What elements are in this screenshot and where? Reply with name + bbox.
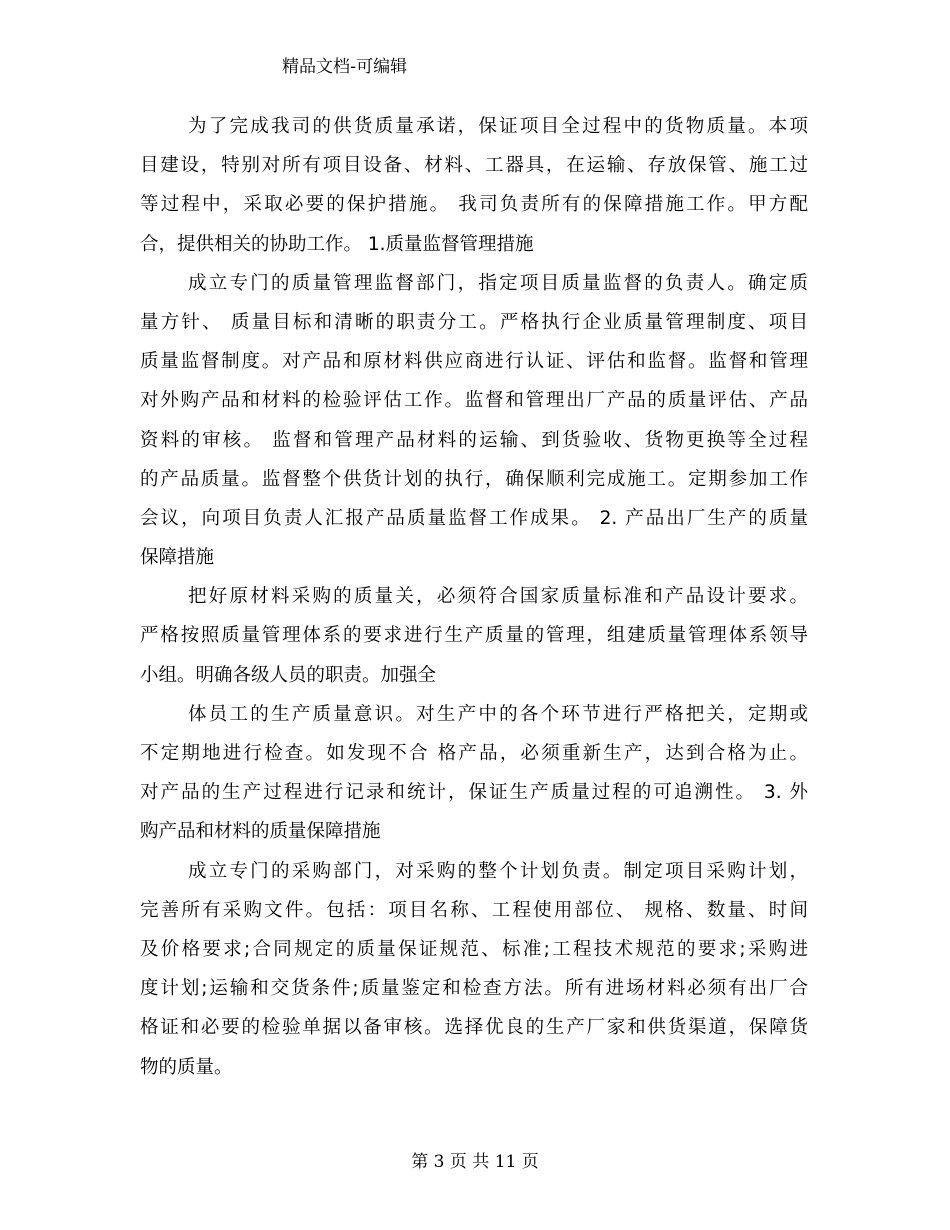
body-text-line: 购产品和材料的质量保障措施 xyxy=(140,821,381,843)
body-text-line: 不定期地进行检查。如发现不合 格产品，必须重新生产，达到合格为止。 xyxy=(140,743,808,764)
body-text-line: 对外购产品和材料的检验评估工作。监督和管理出厂产品的质量评估、产品 xyxy=(140,390,808,412)
body-text-line: 保障措施 xyxy=(140,547,215,569)
body-text-line: 合，提供相关的协助工作。 1.质量监督管理措施 xyxy=(140,233,534,255)
page-number-footer: 第 3 页 共 11 页 xyxy=(411,1152,539,1172)
body-text-line: 等过程中，采取必要的保护措施。 我司负责所有的保障措施工作。甲方配 xyxy=(140,194,808,216)
body-text-line: 的产品质量。监督整个供货计划的执行，确保顺利完成施工。定期参加工作 xyxy=(140,468,808,490)
body-text-line: 成立专门的采购部门，对采购的整个计划负责。制定项目采购计划， xyxy=(188,860,808,882)
body-text-line: 为了完成我司的供货质量承诺，保证项目全过程中的货物质量。本项 xyxy=(188,116,808,137)
body-text-line: 及价格要求;合同规定的质量保证规范、标准;工程技术规范的要求;采购进 xyxy=(140,938,808,960)
body-text-line: 格证和必要的检验单据以备审核。选择优良的生产厂家和供货渠道，保障货 xyxy=(140,1017,808,1039)
document-header: 精品文档-可编辑 xyxy=(282,57,408,77)
body-text-line: 成立专门的质量管理监督部门，指定项目质量监督的负责人。确定质 xyxy=(188,272,808,294)
body-text-line: 目建设，特别对所有项目设备、材料、工器具，在运输、存放保管、施工过 xyxy=(140,155,808,177)
body-text-line: 严格按照质量管理体系的要求进行生产质量的管理，组建质量管理体系领导 xyxy=(140,625,808,647)
body-text-line: 会议，向项目负责人汇报产品质量监督工作成果。 2. 产品出厂生产的质量 xyxy=(140,507,808,529)
document-body xyxy=(140,107,808,1087)
body-text-line: 对产品的生产过程进行记录和统计，保证生产质量过程的可追溯性。 3. 外 xyxy=(140,782,808,804)
body-text-line: 把好原材料采购的质量关，必须符合国家质量标准和产品设计要求。 xyxy=(188,586,808,608)
body-text-line: 体员工的生产质量意识。对生产中的各个环节进行严格把关，定期或 xyxy=(188,703,808,725)
body-text-line: 度计划;运输和交货条件;质量鉴定和检查方法。所有进场材料必须有出厂合 xyxy=(140,978,808,1000)
body-text-line: 质量监督制度。对产品和原材料供应商进行认证、评估和监督。监督和管理 xyxy=(140,351,808,373)
body-text-line: 小组。明确各级人员的职责。加强全 xyxy=(140,664,437,686)
body-text-line: 完善所有采购文件。包括：项目名称、工程使用部位、 规格、数量、时间 xyxy=(140,899,808,921)
body-text-line: 物的质量。 xyxy=(140,1056,233,1078)
body-text-line: 资料的审核。 监督和管理产品材料的运输、到货验收、货物更换等全过程 xyxy=(140,429,808,451)
body-text-line: 量方针、 质量目标和清晰的职责分工。严格执行企业质量管理制度、项目 xyxy=(140,311,808,333)
